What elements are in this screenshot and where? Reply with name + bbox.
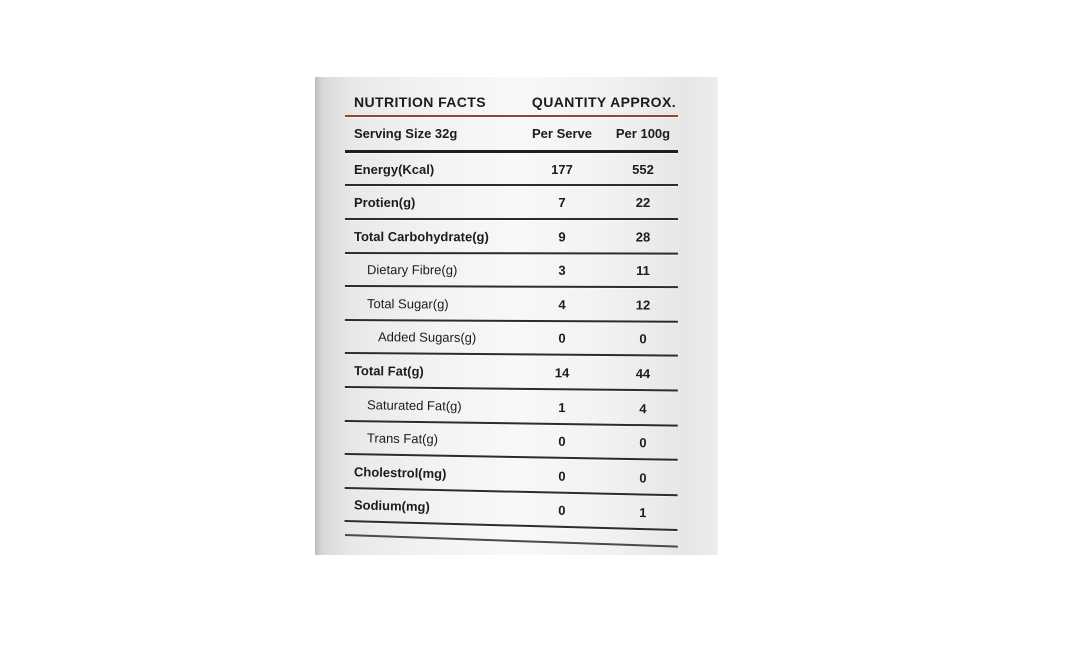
row-value-per-100g: 44: [635, 366, 651, 382]
serving-size-label: Serving Size 32g: [354, 126, 458, 141]
table-row-trans-fat: [345, 421, 679, 460]
row-label: Saturated Fat(g): [366, 397, 462, 414]
row-label: Total Fat(g): [353, 363, 424, 380]
row-divider: [345, 520, 678, 531]
nutrition-table: [345, 153, 678, 523]
label-closing-line: [345, 534, 678, 547]
label-header: [345, 77, 678, 115]
table-row-total-carbohydrate: [345, 220, 678, 254]
table-row-sodium: [345, 488, 679, 531]
row-value-per-serve: 0: [558, 331, 566, 347]
row-value-per-serve: 14: [554, 365, 570, 381]
row-value-per-serve: 9: [558, 229, 566, 245]
table-row-total-sugar: [345, 287, 678, 322]
col-header-per-serve: Per Serve: [532, 126, 592, 141]
row-value-per-serve: 0: [558, 503, 566, 519]
container-label-panel: [315, 77, 718, 555]
row-value-per-serve: 1: [558, 399, 566, 416]
nutrition-facts-label: [345, 77, 678, 536]
row-value-per-100g: 11: [636, 263, 650, 279]
row-value-per-serve: 4: [558, 297, 566, 313]
table-row-total-fat: [345, 354, 678, 391]
row-label: Cholestrol(mg): [353, 464, 447, 482]
serving-size-row: [345, 117, 678, 150]
table-row-protein: [345, 186, 678, 220]
row-value-per-100g: 0: [639, 435, 647, 451]
row-value-per-100g: 552: [632, 161, 654, 177]
row-value-per-100g: 22: [635, 195, 651, 211]
quantity-approx-title: QUANTITY APPROX.: [531, 94, 676, 110]
row-value-per-serve: 0: [558, 468, 566, 484]
table-row-dietary-fibre: [345, 253, 678, 288]
row-value-per-serve: 7: [558, 195, 566, 211]
nutrition-facts-title: NUTRITION FACTS: [354, 94, 486, 110]
row-value-per-100g: 28: [635, 229, 651, 245]
row-value-per-100g: 12: [635, 297, 651, 313]
row-label: Trans Fat(g): [366, 430, 439, 448]
row-value-per-serve: 3: [558, 263, 566, 279]
row-value-per-100g: 0: [639, 470, 647, 486]
col-header-per-100g: Per 100g: [615, 126, 671, 141]
row-label: Total Sugar(g): [366, 296, 449, 312]
row-label: Energy(Kcal): [354, 161, 435, 177]
row-label: Added Sugars(g): [377, 330, 477, 346]
row-value-per-100g: 0: [639, 332, 647, 348]
row-value-per-serve: 177: [551, 161, 573, 177]
row-value-per-100g: 1: [639, 505, 647, 521]
table-row-energy: [345, 153, 678, 187]
row-value-per-100g: 4: [639, 401, 647, 417]
row-label: Sodium(mg): [353, 497, 430, 516]
row-label: Total Carbohydrate(g): [353, 229, 489, 245]
table-row-saturated-fat: [345, 388, 678, 426]
row-label: Dietary Fibre(g): [366, 262, 458, 278]
row-value-per-serve: 0: [558, 434, 566, 450]
table-row-added-sugars: [345, 320, 678, 356]
row-label: Protien(g): [354, 195, 416, 211]
